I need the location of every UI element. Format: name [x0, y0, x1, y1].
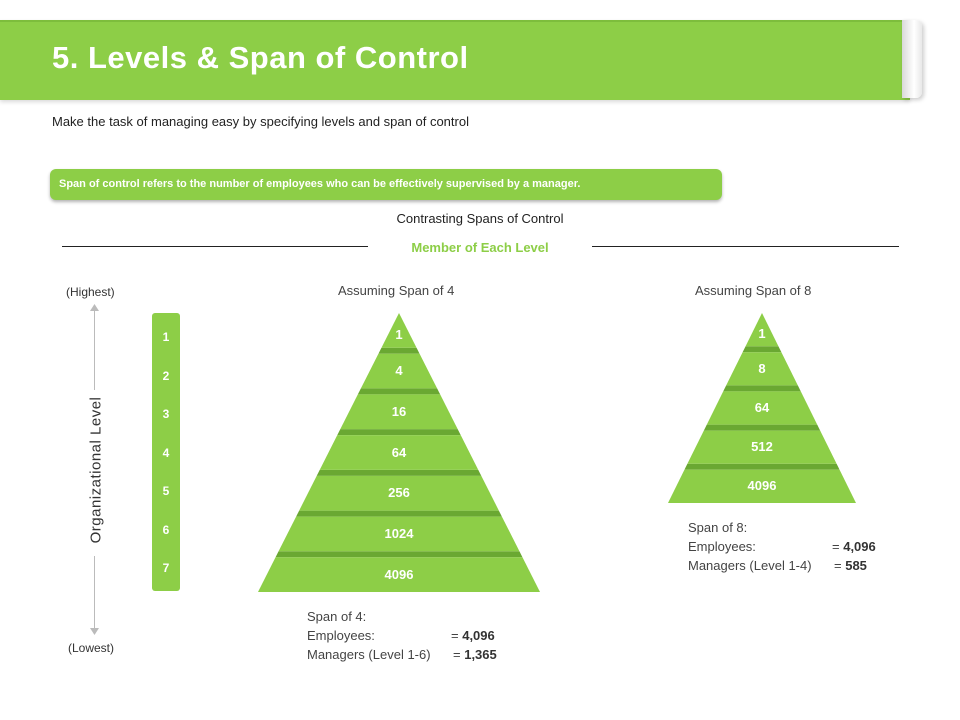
summary8-managers-prefix: =: [834, 558, 846, 573]
pyramid4-tier-label: 64: [391, 444, 407, 460]
pyramid8-tier-shadow: [723, 385, 801, 391]
level-number: 6: [162, 523, 170, 537]
summary4-employees-label: Employees:: [307, 628, 375, 643]
pyramid4-tier-label: 1: [395, 326, 403, 342]
pyramid8-tier-shadow: [684, 464, 839, 470]
summary8-managers-value: 585: [845, 558, 867, 573]
page-title: 5. Levels & Span of Control: [52, 40, 469, 75]
summary4-managers-label: Managers (Level 1-6): [307, 647, 431, 662]
pyramid8-tier-label: 512: [751, 439, 773, 455]
pyramid4-tier-label: 1024: [384, 525, 414, 541]
pyramid8-tier-shadow: [743, 346, 782, 352]
pyramid4-tier-label: 4: [395, 363, 403, 379]
member-title: Member of Each Level: [411, 240, 549, 255]
level-number: 3: [162, 407, 170, 421]
definition-text: Span of control refers to the number of employees who can be effectively supervised by a manager.: [59, 178, 581, 190]
page-subtitle: Make the task of managing easy by specifying levels and span of control: [52, 114, 469, 129]
summary8-employees-label: Employees:: [688, 539, 756, 554]
level-number: 1: [162, 330, 170, 344]
pyramid8-tier-label: 64: [754, 400, 770, 415]
summary8-managers-label: Managers (Level 1-4): [688, 558, 812, 573]
summary4-title: Span of 4:: [307, 609, 367, 624]
summary4-employees-value: 4,096: [462, 628, 495, 643]
level-number: 5: [162, 484, 170, 498]
summary4-managers-value: 1,365: [464, 647, 497, 662]
level-number: 2: [162, 369, 170, 383]
level-number: 4: [162, 446, 170, 460]
pyramid8-tier-shadow: [704, 425, 820, 431]
summary8-employees-prefix: =: [832, 539, 844, 554]
pyramid8-tier-label: 4096: [747, 478, 777, 494]
level-number: 7: [162, 561, 170, 575]
pyramid8-heading: Assuming Span of 8: [695, 283, 812, 298]
summary4-employees-prefix: =: [451, 628, 463, 643]
organizational-level-label: Organizational Level: [88, 391, 105, 550]
summary-span-8: [688, 518, 918, 575]
contrast-title: Contrasting Spans of Control: [396, 211, 564, 226]
axis-lowest-label: (Lowest): [68, 641, 115, 655]
summary8-employees-value: 4,096: [843, 539, 876, 554]
pyramid4-tier-label: 4096: [384, 566, 414, 582]
axis-highest-label: (Highest): [66, 285, 115, 299]
pyramid4-tier-label: 16: [391, 403, 407, 419]
pyramid8-tier-label: 1: [758, 325, 766, 341]
summary4-managers-prefix: =: [453, 647, 465, 662]
summary-span-4: [307, 607, 537, 664]
pyramid8-tier-label: 8: [758, 360, 766, 376]
pyramid4-tier-label: 256: [388, 485, 410, 501]
summary8-title: Span of 8:: [688, 520, 748, 535]
pyramid4-heading: Assuming Span of 4: [338, 283, 455, 298]
